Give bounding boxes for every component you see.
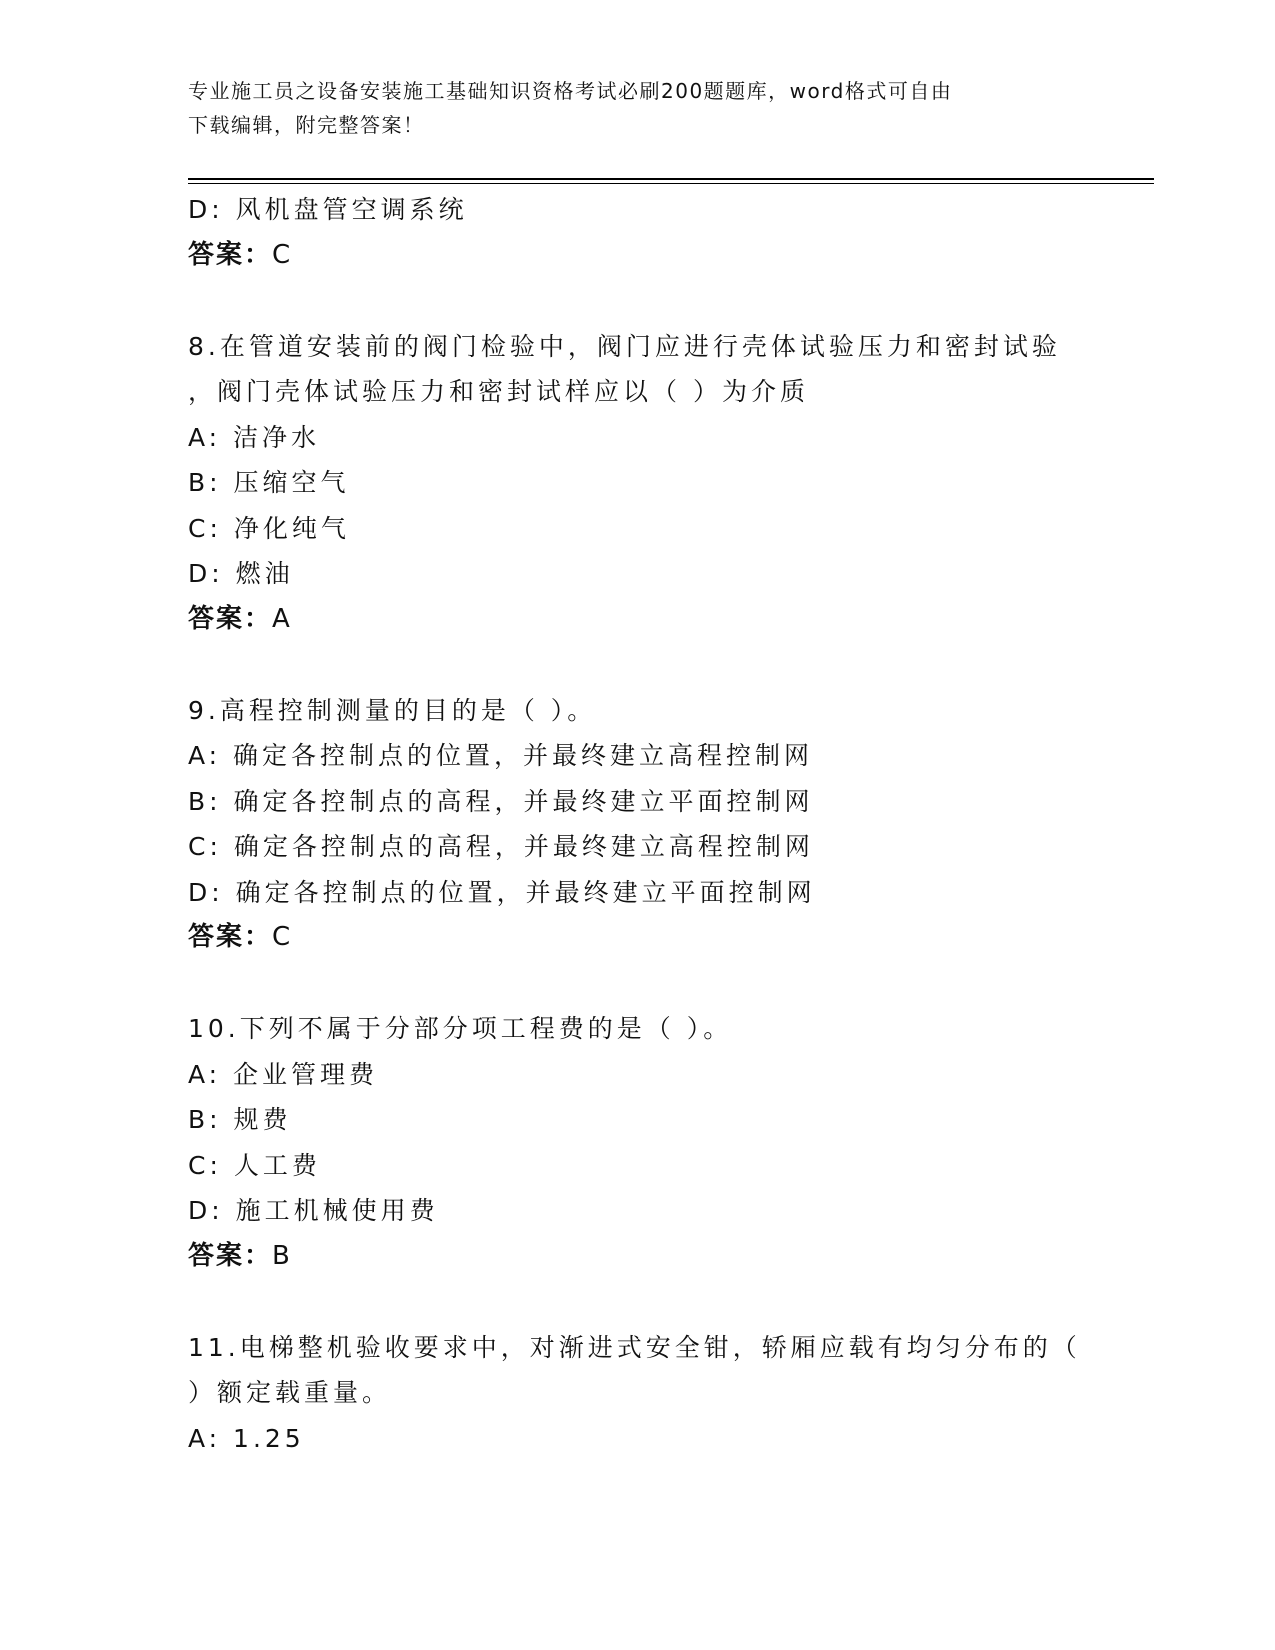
- question-stem: 8.在管道安装前的阀门检验中，阀门应进行壳体试验压力和密封试验: [188, 331, 1061, 361]
- header-rule-thin: [188, 183, 1154, 184]
- question-11: [188, 1325, 1108, 1462]
- option-d: D: 施工机械使用费: [188, 1196, 439, 1225]
- option-b: B: 规费: [188, 1105, 292, 1134]
- option-b: B: 确定各控制点的高程，并最终建立平面控制网: [188, 786, 814, 816]
- option-d: D: 燃油: [188, 559, 294, 588]
- question-10: [188, 1006, 1108, 1279]
- header-line-2: 下载编辑，附完整答案！: [188, 113, 425, 137]
- answer-line: [188, 915, 1108, 961]
- answer-label: 答案：: [188, 239, 273, 270]
- option-c: C: 确定各控制点的高程，并最终建立高程控制网: [188, 832, 814, 861]
- question-list: [188, 187, 1108, 1461]
- answer-line: [188, 233, 1108, 279]
- question-8: [188, 324, 1108, 643]
- question-stem-cont: ）额定载重量。: [188, 1378, 392, 1407]
- question-7-tail: [188, 187, 1108, 278]
- option-d: D: 风机盘管空调系统: [188, 195, 468, 224]
- answer-value: B: [272, 1240, 292, 1271]
- answer-line: [188, 1234, 1108, 1280]
- answer-value: A: [272, 603, 292, 634]
- option-a: A: 确定各控制点的位置，并最终建立高程控制网: [188, 741, 814, 770]
- option-c: C: 净化纯气: [188, 513, 350, 543]
- question-9: [188, 688, 1108, 961]
- option-a: A: 企业管理费: [188, 1059, 379, 1089]
- answer-line: [188, 597, 1108, 643]
- option-a: A: 洁净水: [188, 422, 321, 452]
- question-stem: 10.下列不属于分部分项工程费的是（ ）。: [188, 1014, 733, 1043]
- option-c: C: 人工费: [188, 1150, 321, 1180]
- question-stem: 9.高程控制测量的目的是（ ）。: [188, 695, 597, 725]
- question-stem: 11.电梯整机验收要求中，对渐进式安全钳，轿厢应载有均匀分布的（: [188, 1332, 1081, 1362]
- answer-value: C: [272, 922, 293, 952]
- header-rule-thick: [188, 178, 1154, 180]
- option-b: B: 压缩空气: [188, 468, 350, 497]
- question-stem-cont: ，阀门壳体试验压力和密封试样应以（ ）为介质: [188, 377, 809, 406]
- answer-value: C: [272, 239, 293, 270]
- header-line-1: 专业施工员之设备安装施工基础知识资格考试必刷200题题库，word格式可自由: [188, 79, 953, 103]
- page-header: [188, 74, 1088, 142]
- answer-label: 答案：: [188, 1240, 273, 1271]
- option-a: A: 1.25: [188, 1423, 305, 1453]
- answer-label: 答案：: [188, 603, 273, 634]
- option-d: D: 确定各控制点的位置，并最终建立平面控制网: [188, 877, 816, 907]
- answer-label: 答案：: [188, 922, 273, 952]
